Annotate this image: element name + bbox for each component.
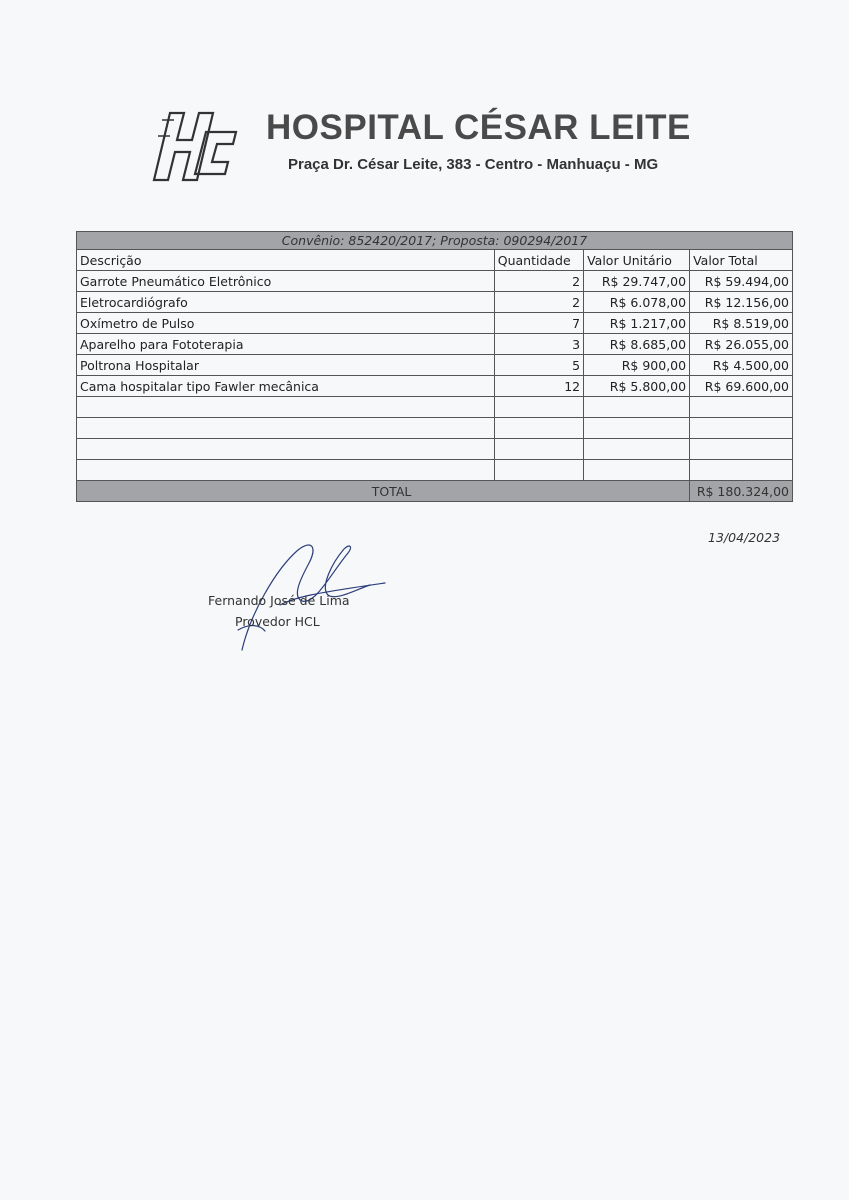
table-header-row — [77, 250, 793, 271]
total-row — [77, 481, 793, 502]
table-row — [77, 355, 793, 376]
table-row — [77, 334, 793, 355]
table-row — [77, 271, 793, 292]
row-description: Garrote Pneumático Eletrônico — [77, 271, 495, 292]
row-total-value: R$ 69.600,00 — [690, 376, 793, 397]
total-value: R$ 180.324,00 — [690, 481, 793, 502]
row-quantity: 2 — [494, 292, 583, 313]
total-label: TOTAL — [77, 481, 690, 502]
row-unit-value: R$ 8.685,00 — [584, 334, 690, 355]
row-total-value: R$ 59.494,00 — [690, 271, 793, 292]
row-description: Cama hospitalar tipo Fawler mecânica — [77, 376, 495, 397]
signer-role: Provedor HCL — [235, 614, 320, 629]
table-title-row — [77, 232, 793, 250]
row-description: Eletrocardiógrafo — [77, 292, 495, 313]
table-title: Convênio: 852420/2017; Proposta: 090294/2017 — [77, 232, 793, 250]
quote-table — [76, 231, 793, 502]
document-date: 13/04/2023 — [708, 530, 781, 545]
table-row — [77, 313, 793, 334]
row-unit-value: R$ 29.747,00 — [584, 271, 690, 292]
empty-table-row — [77, 418, 793, 439]
column-header-description: Descrição — [77, 250, 495, 271]
hcl-logo — [140, 110, 240, 185]
column-header-total-value: Valor Total — [690, 250, 793, 271]
column-header-unit-value: Valor Unitário — [584, 250, 690, 271]
table-row — [77, 292, 793, 313]
row-total-value: R$ 8.519,00 — [690, 313, 793, 334]
row-description: Poltrona Hospitalar — [77, 355, 495, 376]
row-quantity: 7 — [494, 313, 583, 334]
empty-table-row — [77, 460, 793, 481]
row-unit-value: R$ 6.078,00 — [584, 292, 690, 313]
row-total-value: R$ 4.500,00 — [690, 355, 793, 376]
row-quantity: 12 — [494, 376, 583, 397]
empty-table-row — [77, 439, 793, 460]
row-total-value: R$ 26.055,00 — [690, 334, 793, 355]
hospital-address: Praça Dr. César Leite, 383 - Centro - Manhuaçu - MG — [288, 156, 659, 173]
hospital-name: HOSPITAL CÉSAR LEITE — [266, 108, 691, 147]
row-unit-value: R$ 1.217,00 — [584, 313, 690, 334]
empty-table-row — [77, 397, 793, 418]
row-description: Oxímetro de Pulso — [77, 313, 495, 334]
row-quantity: 3 — [494, 334, 583, 355]
row-total-value: R$ 12.156,00 — [690, 292, 793, 313]
row-description: Aparelho para Fototerapia — [77, 334, 495, 355]
row-unit-value: R$ 900,00 — [584, 355, 690, 376]
row-unit-value: R$ 5.800,00 — [584, 376, 690, 397]
table-row — [77, 376, 793, 397]
signer-name: Fernando José de Lima — [208, 593, 350, 608]
row-quantity: 5 — [494, 355, 583, 376]
column-header-quantity: Quantidade — [494, 250, 583, 271]
row-quantity: 2 — [494, 271, 583, 292]
